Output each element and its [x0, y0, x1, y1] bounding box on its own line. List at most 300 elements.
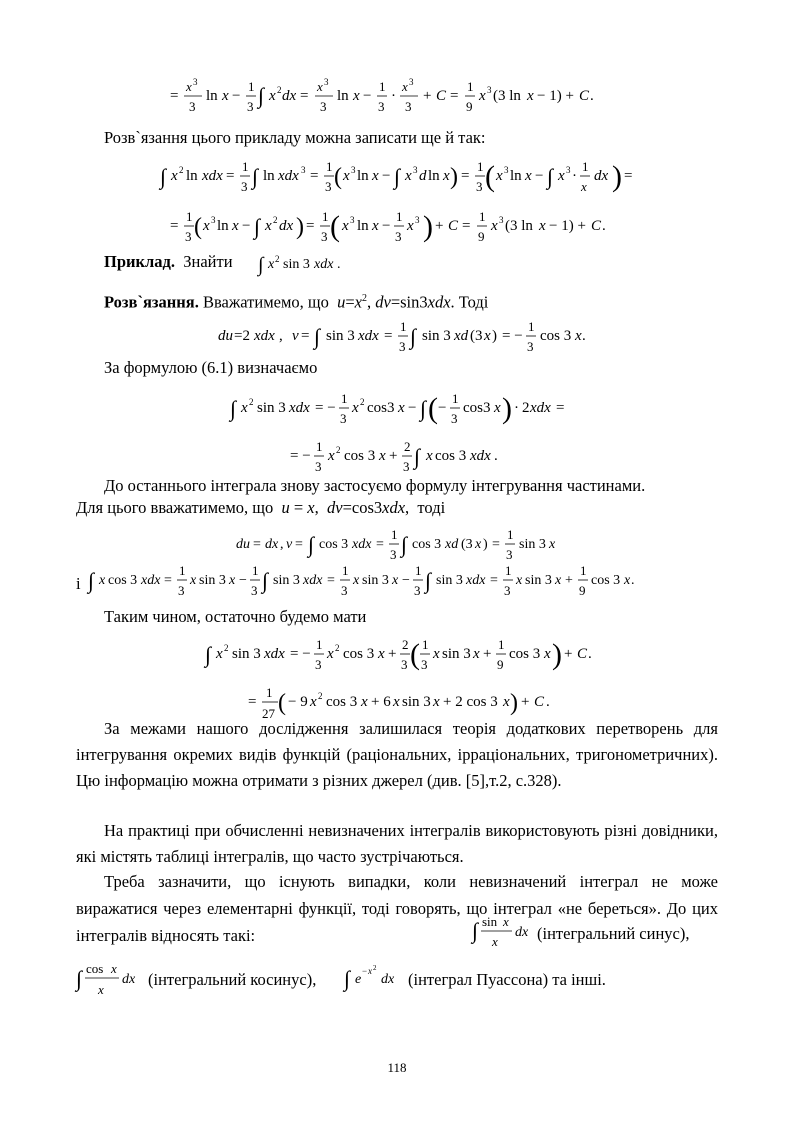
- svg-text:∫: ∫: [258, 83, 265, 108]
- svg-text:x: x: [496, 168, 503, 184]
- svg-text:=: =: [164, 573, 172, 588]
- svg-text:.: .: [588, 646, 592, 662]
- sine-label: (інтегральний синус),: [537, 924, 690, 943]
- svg-text:v: v: [292, 328, 299, 344]
- svg-text:(3: (3: [470, 328, 483, 344]
- svg-text:1: 1: [326, 159, 333, 174]
- svg-text:−: −: [363, 88, 372, 104]
- svg-text:3: 3: [340, 411, 347, 426]
- svg-text:2: 2: [373, 964, 377, 972]
- svg-text:1: 1: [186, 209, 193, 224]
- svg-text:3: 3: [504, 583, 511, 598]
- svg-text:xdx: xdx: [202, 168, 223, 184]
- svg-text:x: x: [353, 88, 360, 104]
- svg-text:x: x: [555, 573, 562, 588]
- svg-text:3: 3: [506, 547, 513, 562]
- last-integral-line-2: Для цього вважатимемо, що u = x, dv=cos3xdx, тоді: [76, 498, 446, 517]
- svg-text:3: 3: [341, 583, 348, 598]
- finally-text: Таким чином, остаточно будемо мати: [104, 607, 367, 626]
- svg-text:xdx: xdx: [289, 400, 310, 416]
- svg-text:cos3: cos3: [463, 400, 491, 416]
- svg-text:∫: ∫: [425, 568, 432, 593]
- svg-text:1: 1: [400, 319, 407, 334]
- svg-text:): ): [423, 210, 433, 243]
- svg-text:x: x: [98, 982, 104, 997]
- svg-text:x: x: [343, 168, 350, 184]
- svg-text:3: 3: [193, 77, 198, 87]
- svg-text:x: x: [327, 646, 334, 662]
- svg-text:1: 1: [252, 563, 259, 578]
- svg-text:3: 3: [421, 657, 428, 672]
- svg-text:ln: ln: [510, 168, 522, 184]
- svg-text:− 1) +: − 1) +: [549, 218, 586, 234]
- svg-text:3: 3: [351, 165, 356, 175]
- svg-text:3: 3: [451, 411, 458, 426]
- svg-text:+: +: [521, 694, 530, 710]
- svg-text:=: =: [461, 168, 470, 184]
- svg-text:ln: ln: [217, 218, 229, 234]
- svg-text:=2: =2: [234, 328, 250, 344]
- svg-text:=: =: [295, 537, 303, 552]
- and-label: і: [76, 574, 81, 593]
- svg-text:1: 1: [505, 563, 512, 578]
- paragraph-practice: [76, 818, 718, 870]
- svg-text:=: =: [462, 218, 471, 234]
- formula-example: [258, 250, 358, 280]
- svg-text:=: =: [306, 218, 315, 234]
- paragraph-theory-text: За межами нашого дослідження залишилася теорія додаткових перетворень для інтегрування окремих видів функцій (раціональних, ірраціональних, тригонометричних). Цю інформацію можна отримати з різних джерел (див. [5],т.2, с.328).: [76, 719, 718, 790]
- svg-text:cos: cos: [86, 961, 104, 976]
- svg-text:x: x: [479, 88, 486, 104]
- svg-text:+ 6: + 6: [371, 694, 391, 710]
- svg-text:−: −: [242, 218, 251, 234]
- svg-text:): ): [510, 690, 518, 716]
- svg-text:dx: dx: [381, 972, 395, 987]
- svg-text:3: 3: [504, 165, 509, 175]
- svg-text:ln: ln: [186, 168, 198, 184]
- svg-text:): ): [483, 537, 488, 552]
- svg-text:x: x: [232, 218, 239, 234]
- svg-text:ln: ln: [263, 168, 275, 184]
- svg-text:1: 1: [528, 319, 535, 334]
- svg-text:cos 3: cos 3: [591, 573, 621, 588]
- svg-text:sin 3: sin 3: [436, 573, 463, 588]
- svg-text:xdx: xdx: [470, 448, 491, 464]
- cosine-label: (інтегральний косинус),: [148, 970, 317, 989]
- svg-text:=: =: [450, 88, 459, 104]
- poisson-label: (інтеграл Пуассона) та інші.: [408, 970, 606, 989]
- svg-text:C: C: [577, 646, 588, 662]
- svg-text:2: 2: [249, 397, 254, 407]
- svg-text:2: 2: [277, 85, 282, 95]
- svg-text:(: (: [194, 214, 202, 240]
- svg-text:xdx: xdx: [264, 646, 285, 662]
- svg-text:3: 3: [487, 85, 492, 95]
- svg-text:xdx: xdx: [466, 573, 486, 588]
- svg-text:3: 3: [178, 583, 185, 598]
- svg-text:sin 3: sin 3: [199, 573, 226, 588]
- svg-text:.: .: [631, 573, 635, 588]
- svg-text:∫: ∫: [254, 214, 261, 239]
- svg-text:cos 3: cos 3: [343, 646, 375, 662]
- svg-text:,: ,: [279, 328, 283, 344]
- svg-text:9: 9: [579, 583, 586, 598]
- svg-text:=: =: [170, 88, 179, 104]
- svg-text:x: x: [575, 328, 582, 344]
- svg-text:∫: ∫: [394, 164, 401, 189]
- svg-text:3: 3: [409, 77, 414, 87]
- svg-text:2: 2: [224, 643, 229, 653]
- svg-text:.: .: [337, 257, 341, 272]
- svg-text:= −: = −: [290, 646, 311, 662]
- svg-text:(: (: [278, 690, 286, 716]
- svg-text:3: 3: [476, 179, 483, 194]
- svg-text:): ): [612, 160, 622, 193]
- svg-text:x: x: [186, 79, 192, 94]
- formula-cosine-integral: [76, 958, 146, 1002]
- svg-text:xdx: xdx: [352, 537, 372, 552]
- formula-final-1: [205, 630, 605, 682]
- svg-text:=: =: [310, 168, 319, 184]
- svg-text:3: 3: [350, 215, 355, 225]
- svg-text:3: 3: [321, 229, 328, 244]
- svg-text:x: x: [352, 400, 359, 416]
- example-line: [104, 250, 233, 274]
- svg-text:(: (: [330, 210, 340, 243]
- svg-text:x: x: [558, 168, 565, 184]
- svg-text:x: x: [241, 400, 248, 416]
- svg-text:3: 3: [320, 99, 327, 114]
- svg-text:1: 1: [179, 563, 186, 578]
- formula-parts-1: [230, 384, 570, 436]
- svg-text:3: 3: [241, 179, 248, 194]
- svg-text:=: =: [226, 168, 235, 184]
- svg-text:cos 3: cos 3: [412, 537, 442, 552]
- svg-text:x: x: [393, 694, 400, 710]
- svg-text:∫: ∫: [88, 568, 95, 593]
- svg-text:x: x: [222, 88, 229, 104]
- svg-text:− 9: − 9: [288, 694, 308, 710]
- svg-text:x: x: [379, 448, 386, 464]
- svg-text:=: =: [492, 537, 500, 552]
- svg-text:x: x: [527, 88, 534, 104]
- svg-text:x: x: [503, 694, 510, 710]
- svg-text:(: (: [410, 638, 420, 671]
- svg-text:2: 2: [179, 165, 184, 175]
- svg-text:2: 2: [402, 637, 409, 652]
- svg-text:+: +: [435, 218, 444, 234]
- alt-solution-text: Розв`язання цього прикладу можна записати ще й так:: [104, 128, 486, 147]
- svg-text:9: 9: [497, 657, 504, 672]
- svg-text:xdx: xdx: [303, 573, 323, 588]
- svg-text:ln: ln: [428, 168, 440, 184]
- svg-text:2: 2: [318, 691, 323, 701]
- svg-text:dx: dx: [594, 168, 609, 184]
- svg-text:2: 2: [335, 643, 340, 653]
- svg-text:·: ·: [391, 88, 396, 104]
- svg-text:dx: dx: [279, 218, 294, 234]
- svg-text:1: 1: [316, 637, 323, 652]
- svg-text:3: 3: [325, 179, 332, 194]
- svg-text:xdx: xdx: [358, 328, 379, 344]
- svg-text:x: x: [433, 694, 440, 710]
- svg-text:dx: dx: [122, 972, 136, 987]
- svg-text:xd: xd: [454, 328, 469, 344]
- svg-text:∫: ∫: [230, 396, 237, 421]
- svg-text:3: 3: [403, 459, 410, 474]
- svg-text:C: C: [579, 88, 590, 104]
- page-number: 118: [387, 1060, 407, 1075]
- svg-text:x: x: [503, 914, 509, 929]
- paragraph-practice-text: На практиці при обчисленні невизначених інтегралів використовують різні довідники, які містять таблиці інтегралів, що часто зустрічаються.: [76, 821, 718, 866]
- svg-text:−: −: [535, 168, 544, 184]
- svg-text:∫: ∫: [314, 324, 321, 349]
- svg-text:sin 3: sin 3: [402, 694, 431, 710]
- example-find: Знайти: [183, 252, 233, 271]
- svg-text:3: 3: [324, 77, 329, 87]
- solution-label: Розв`язання.: [104, 292, 199, 312]
- svg-text:3: 3: [315, 459, 322, 474]
- svg-text:−: −: [402, 573, 410, 588]
- svg-text:3: 3: [251, 583, 258, 598]
- svg-text:.: .: [494, 448, 498, 464]
- formula-continuation: [170, 72, 610, 122]
- svg-text:cos3: cos3: [367, 400, 395, 416]
- svg-text:sin 3: sin 3: [525, 573, 552, 588]
- svg-text:x: x: [407, 218, 414, 234]
- svg-text:): ): [502, 392, 512, 425]
- svg-text:sin 3: sin 3: [273, 573, 300, 588]
- svg-text:sin 3: sin 3: [519, 537, 546, 552]
- svg-text:9: 9: [478, 229, 485, 244]
- svg-text:=: =: [624, 168, 633, 184]
- svg-text:.: .: [582, 328, 586, 344]
- svg-text:x: x: [443, 168, 450, 184]
- solution-line: Розв`язання. Вважатимемо, що $u=x^2$, dv=sin3xdx. Тоді: [104, 292, 489, 312]
- svg-text:x: x: [99, 573, 106, 588]
- svg-text:+: +: [389, 448, 398, 464]
- svg-text:(3 ln: (3 ln: [493, 88, 521, 104]
- formula-int-x-cos: [88, 562, 668, 608]
- svg-text:.: .: [546, 694, 550, 710]
- svg-text:∫: ∫: [547, 164, 554, 189]
- svg-text:1: 1: [322, 209, 329, 224]
- svg-text:+: +: [483, 646, 492, 662]
- svg-text:1: 1: [391, 527, 398, 542]
- svg-text:du: du: [218, 328, 233, 344]
- svg-text:x: x: [328, 448, 335, 464]
- svg-text:−: −: [438, 400, 447, 416]
- svg-text:3: 3: [395, 229, 402, 244]
- svg-text:∫: ∫: [344, 966, 351, 991]
- formula-poisson-integral: [344, 962, 408, 996]
- svg-text:dx: dx: [282, 88, 297, 104]
- svg-text:3: 3: [415, 215, 420, 225]
- svg-text:x: x: [549, 537, 556, 552]
- svg-text:3: 3: [247, 99, 254, 114]
- svg-text:x: x: [398, 400, 405, 416]
- svg-text:1: 1: [582, 159, 589, 174]
- svg-text:3: 3: [378, 99, 385, 114]
- svg-text:1: 1: [396, 209, 403, 224]
- svg-text:3: 3: [414, 583, 421, 598]
- svg-text:dx: dx: [265, 537, 279, 552]
- formula-sine-integral: [472, 912, 532, 952]
- svg-text:sin 3: sin 3: [442, 646, 471, 662]
- svg-text:x: x: [539, 218, 546, 234]
- svg-text:x: x: [310, 694, 317, 710]
- svg-text:(3: (3: [461, 537, 473, 552]
- svg-text:cos 3: cos 3: [435, 448, 467, 464]
- svg-text:−: −: [408, 400, 417, 416]
- svg-text:(: (: [334, 164, 342, 190]
- svg-text:3: 3: [211, 215, 216, 225]
- svg-text:∫: ∫: [308, 532, 315, 557]
- svg-text:x: x: [268, 257, 275, 272]
- svg-text:): ): [552, 638, 562, 671]
- svg-text:sin 3: sin 3: [283, 257, 310, 272]
- svg-text:x: x: [171, 168, 178, 184]
- formula-alt-line-2: [170, 202, 620, 254]
- svg-text:d: d: [419, 168, 427, 184]
- svg-text:cos 3: cos 3: [344, 448, 376, 464]
- svg-text:∫: ∫: [410, 324, 417, 349]
- svg-text:xdx: xdx: [254, 328, 275, 344]
- svg-text:∫: ∫: [76, 966, 83, 991]
- svg-text:2: 2: [275, 254, 280, 264]
- svg-text:du: du: [236, 537, 250, 552]
- svg-text:ln: ln: [357, 218, 369, 234]
- svg-text:3: 3: [399, 339, 406, 354]
- svg-text:3: 3: [390, 547, 397, 562]
- svg-text:3: 3: [315, 657, 322, 672]
- svg-text:1: 1: [580, 563, 587, 578]
- svg-text:3: 3: [499, 215, 504, 225]
- svg-text:−: −: [239, 573, 247, 588]
- paragraph-theory: [76, 716, 718, 794]
- svg-text:cos 3: cos 3: [540, 328, 572, 344]
- svg-text:∫: ∫: [262, 568, 269, 593]
- svg-text:cos 3: cos 3: [108, 573, 138, 588]
- svg-text:x: x: [372, 168, 379, 184]
- svg-text:x: x: [402, 79, 408, 94]
- svg-text:v: v: [286, 537, 293, 552]
- svg-text:x: x: [544, 646, 551, 662]
- paragraph-note-text: Треба зазначити, що існують випадки, коли невизначений інтеграл не може виражатися через елементарні функції, тоді говорять, що інтеграл «не береться». До цих інтегралів відносять такі:: [76, 872, 718, 945]
- last-integral-text-3: тоді: [417, 498, 446, 517]
- svg-text:27: 27: [262, 706, 275, 721]
- svg-text:xd: xd: [445, 537, 459, 552]
- svg-text:x: x: [392, 573, 399, 588]
- svg-text:x: x: [378, 646, 385, 662]
- formula-ref-text: За формулою (6.1) визначаємо: [104, 358, 318, 377]
- svg-text:1: 1: [266, 685, 273, 700]
- svg-text:xdx: xdx: [314, 257, 334, 272]
- svg-text:= −: = −: [315, 400, 336, 416]
- svg-text:C: C: [591, 218, 602, 234]
- svg-text:+: +: [565, 573, 573, 588]
- svg-text:.: .: [590, 88, 594, 104]
- svg-text:x: x: [516, 573, 523, 588]
- solution-text-1: Вважатимемо, що: [202, 292, 329, 312]
- svg-text:x: x: [484, 328, 491, 344]
- svg-text:xdx: xdx: [278, 168, 299, 184]
- svg-text:,: ,: [280, 537, 284, 552]
- svg-text:xdx: xdx: [530, 400, 551, 416]
- svg-text:ln: ln: [206, 88, 218, 104]
- svg-text:9: 9: [466, 99, 473, 114]
- svg-text:x: x: [216, 646, 223, 662]
- formula-du-v: [218, 314, 598, 360]
- svg-text:∫: ∫: [401, 532, 408, 557]
- svg-text:.: .: [602, 218, 606, 234]
- svg-text:x: x: [372, 218, 379, 234]
- svg-text:∫: ∫: [160, 164, 167, 189]
- svg-text:2: 2: [336, 445, 341, 455]
- svg-text:1: 1: [477, 159, 484, 174]
- svg-text:1: 1: [498, 637, 505, 652]
- svg-text:=: =: [556, 400, 565, 416]
- svg-text:x: x: [492, 934, 498, 949]
- svg-text:x: x: [353, 573, 360, 588]
- svg-text:x: x: [342, 218, 349, 234]
- svg-text:cos 3: cos 3: [319, 537, 349, 552]
- svg-text:=: =: [490, 573, 498, 588]
- svg-text:(3 ln: (3 ln: [505, 218, 533, 234]
- svg-text:∫: ∫: [258, 254, 264, 276]
- svg-text:sin 3: sin 3: [326, 328, 355, 344]
- svg-text:3: 3: [566, 165, 571, 175]
- svg-text:∫: ∫: [472, 918, 479, 943]
- svg-text:−: −: [362, 966, 368, 976]
- svg-text:=: =: [327, 573, 335, 588]
- svg-text:sin 3: sin 3: [422, 328, 451, 344]
- svg-text:−: −: [382, 218, 391, 234]
- svg-text:2: 2: [522, 400, 530, 416]
- svg-text:=: =: [170, 218, 179, 234]
- svg-text:3: 3: [301, 165, 306, 175]
- example-label: Приклад.: [104, 252, 176, 271]
- svg-text:1: 1: [341, 391, 348, 406]
- svg-text:C: C: [436, 88, 447, 104]
- svg-text:x: x: [473, 646, 480, 662]
- svg-text:+: +: [388, 646, 397, 662]
- svg-text:cos 3: cos 3: [509, 646, 541, 662]
- svg-text:(: (: [485, 160, 495, 193]
- svg-text:2: 2: [404, 439, 411, 454]
- svg-text:dx: dx: [515, 925, 529, 940]
- svg-text:x: x: [494, 400, 501, 416]
- svg-text:x: x: [190, 573, 197, 588]
- svg-text:x: x: [405, 168, 412, 184]
- svg-text:1: 1: [422, 637, 429, 652]
- svg-text:x: x: [229, 573, 236, 588]
- svg-text:1: 1: [479, 209, 486, 224]
- svg-text:C: C: [448, 218, 459, 234]
- svg-text:·: ·: [514, 400, 519, 416]
- svg-text:sin 3: sin 3: [232, 646, 261, 662]
- svg-text:3: 3: [413, 165, 418, 175]
- svg-text:1: 1: [248, 79, 255, 94]
- last-integral-line-1: До останнього інтеграла знову застосуємо формулу інтегрування частинами.: [104, 476, 646, 495]
- svg-text:x: x: [426, 448, 433, 464]
- svg-text:x: x: [475, 537, 482, 552]
- svg-text:sin: sin: [482, 914, 498, 929]
- svg-text:x: x: [269, 88, 276, 104]
- svg-text:ln: ln: [357, 168, 369, 184]
- svg-text:1: 1: [467, 79, 474, 94]
- svg-text:): ): [450, 164, 458, 190]
